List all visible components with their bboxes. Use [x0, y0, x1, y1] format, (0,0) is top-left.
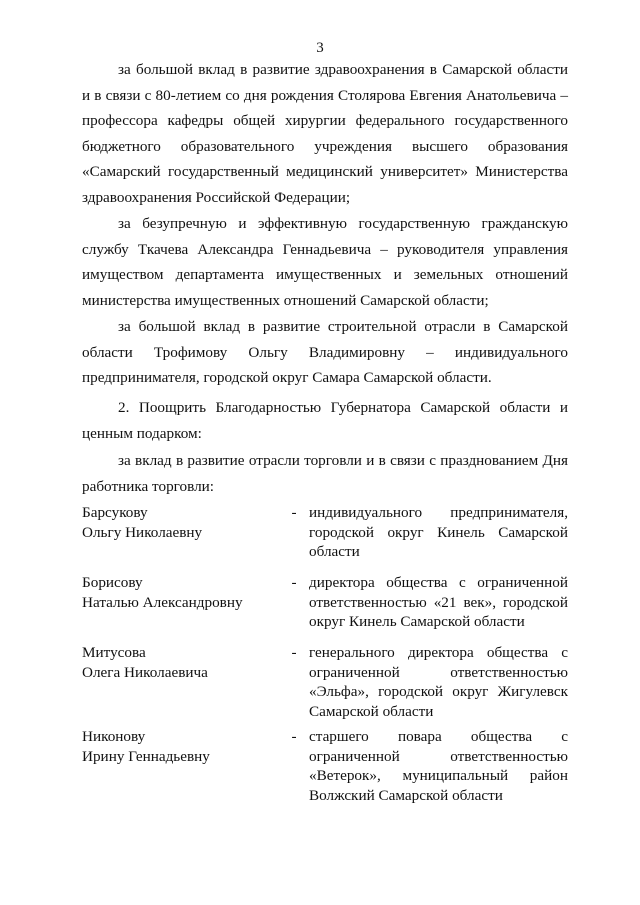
awardee-name — [82, 727, 282, 766]
dash-separator: - — [291, 504, 297, 521]
awardee-description: директора общества с ограниченной ответственностью «21 век», городской округ Кинель Самарской области — [309, 574, 568, 630]
paragraph-stolyarov: за большой вклад в развитие здравоохранения в Самарской области и в связи с 80-летием со дня рождения Столярова Евгения Анатольевича – профессора кафедры общей хирургии федерального государственного бюджетного образовательного учреждения высшего образования «Самарский государственный медицинский университет» Министерства здравоохранения Российской Федерации; — [82, 61, 568, 206]
awardee-row — [82, 573, 568, 653]
awardee-given-name: Наталью Александровну — [82, 593, 243, 611]
page-number: 3 — [316, 40, 324, 56]
awardee-surname: Борисову — [82, 574, 143, 591]
awardee-description: генерального директора общества с ограниченной ответственностью «Эльфа», городской округ Жигулевск Самарской области — [309, 644, 568, 720]
awardee-surname: Барсукову — [82, 504, 148, 521]
dash-separator: - — [291, 728, 297, 745]
dash-separator: - — [291, 574, 297, 591]
awardee-given-name: Ирину Геннадьевну — [82, 747, 210, 765]
awardee-name — [82, 643, 282, 682]
awardee-row — [82, 643, 568, 723]
paragraph-item-2: 2. Поощрить Благодарностью Губернатора Самарской области и ценным подарком: — [82, 399, 568, 442]
awardee-name — [82, 573, 282, 612]
awardee-surname: Никонову — [82, 728, 146, 745]
awardee-surname: Митусова — [82, 644, 146, 661]
awardee-description: старшего повара общества с ограниченной ответственностью «Ветерок», муниципальный район Волжский Самарской области — [309, 728, 568, 804]
paragraph-trofimova: за большой вклад в развитие строительной отрасли в Самарской области Трофимову Ольгу Владимировну – индивидуального предпринимателя, городской округ Самара Самарской области. — [82, 318, 568, 386]
paragraph-tkachev: за безупречную и эффективную государственную гражданскую службу Ткачева Александра Геннадьевича – руководителя управления имуществом департамента имущественных и земельных отношений министерства имущественных отношений Самарской области; — [82, 215, 568, 309]
awardee-row — [82, 727, 568, 807]
awardee-given-name: Олега Николаевича — [82, 663, 208, 681]
awardee-description: индивидуального предпринимателя, городской округ Кинель Самарской области — [309, 504, 568, 560]
paragraph-trade-day: за вклад в развитие отрасли торговли и в связи с празднованием Дня работника торговли: — [82, 452, 568, 495]
awardee-row — [82, 503, 568, 583]
awardee-name — [82, 503, 282, 542]
awardee-given-name: Ольгу Николаевну — [82, 523, 203, 541]
dash-separator: - — [291, 644, 297, 661]
